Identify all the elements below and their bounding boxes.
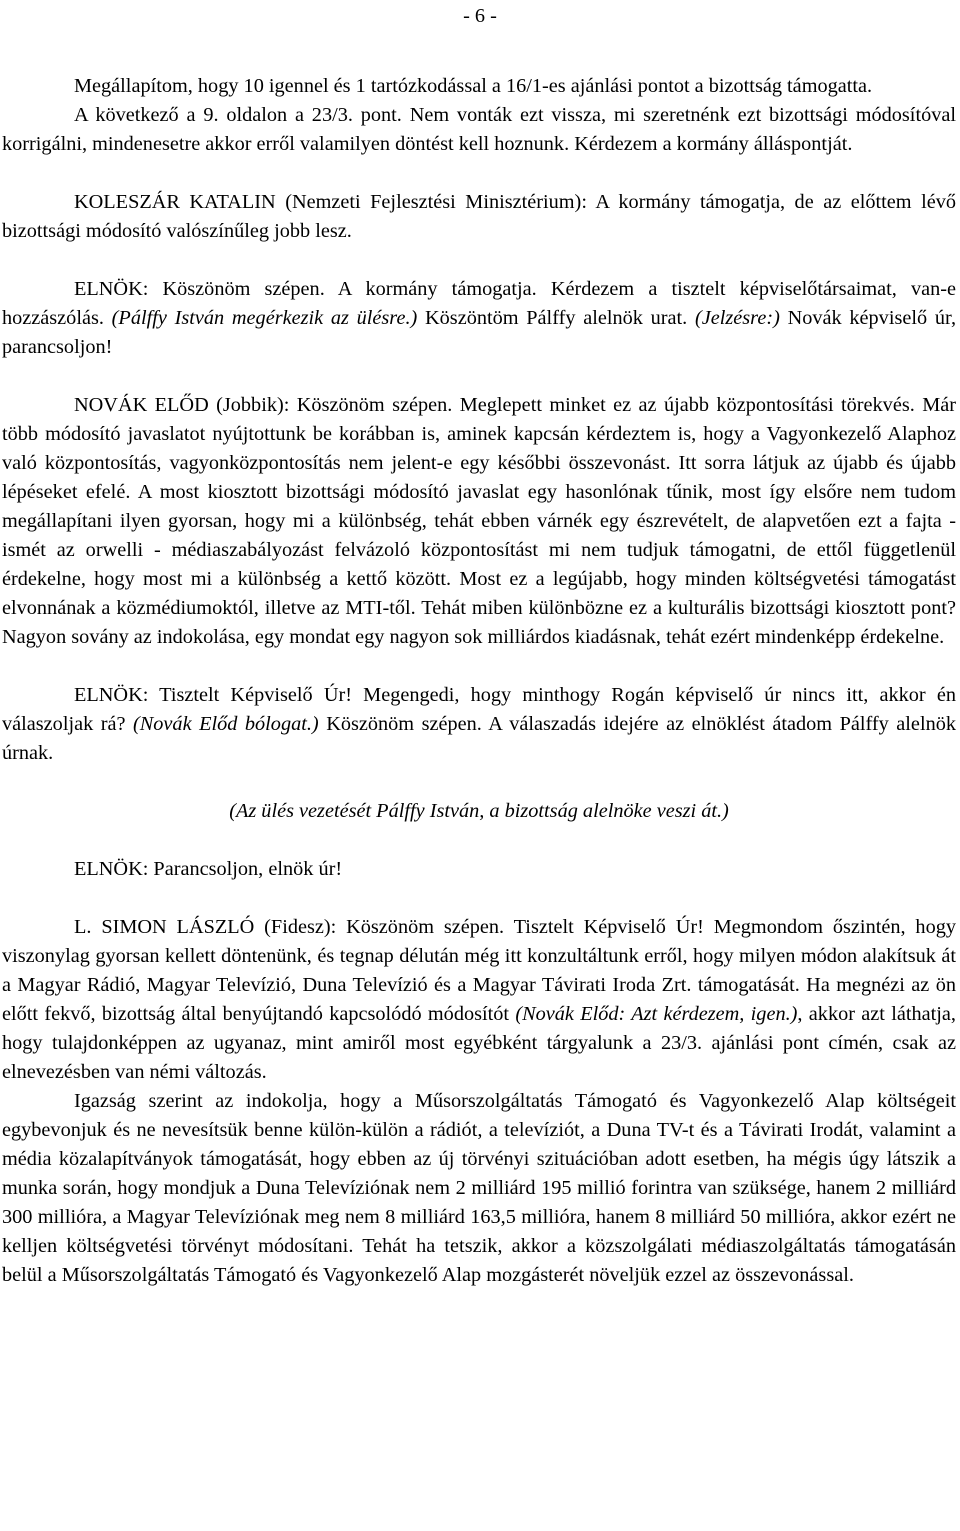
paragraph-p5: [2, 681, 956, 768]
paragraph-p6: [2, 797, 956, 826]
text-run: A következő a 9. oldalon a 23/3. pont. Nem vonták ezt vissza, mi szeretnénk ezt bizottsági módosítóval korrigálni, mindenesetre akkor erről valamilyen döntést kell hoznunk. Kérdezem a kormány álláspontját.: [2, 104, 956, 155]
paragraph-p2: [2, 188, 956, 246]
text-run: L. SIMON LÁSZLÓ (Fidesz): Köszönöm szépen. Tisztelt Képviselő Úr! Megmondom őszintén, hogy viszonylag gyorsan kellett döntenünk, és tegnap délután még itt konzultáltunk erről, hogy milyen módon alakítsuk át a Magyar Rádió, Magyar Televízió, Duna Televízió és a Magyar Távirati Iroda Zrt. támogatását. Ha megnézi az ön előtt fekvő, bizottság által benyújtandó kapcsolódó módosítót: [2, 916, 956, 1025]
text-run: ELNÖK: Köszönöm szépen. A kormány támogatja. Kérdezem a tisztelt képviselőtársaimat, van-e hozzászólás.: [2, 278, 956, 329]
italic-run: (Pálffy István megérkezik az ülésre.): [111, 307, 418, 329]
text-run: Igazság szerint az indokolja, hogy a Műsorszolgáltatás Támogató és Vagyonkezelő Alap költségeit egybevonjuk és ne nevesítsük benne külön-külön a rádiót, a televíziót, a Duna TV-t és a Távirati Irodát, valamint a média közalapítványok támogatását, hogy ebben az új törvényi szituációban adott esetben, ha mégis úgy látszik a munka során, hogy mondjuk a Duna Televíziónak nem 2 milliárd 195 millió forintra van szüksége, hanem 2 milliárd 300 millióra, a Magyar Televíziónak meg nem 8 milliárd 163,5 millióra, hanem 8 milliárd 50 millióra, akkor ezért ne kelljen költségvetési törvényt módosítani. Tehát ha tetszik, akkor a közszolgálati médiaszolgáltatás támogatásán belül a Műsorszolgáltatás Támogató és Vagyonkezelő Alap mozgásterét növeljük ezzel az összevonással.: [2, 1090, 956, 1286]
paragraph-p4: [2, 391, 956, 652]
italic-run: (Novák Előd: Azt kérdezem, igen.): [515, 1003, 798, 1025]
italic-run: (Jelzésre:): [695, 307, 780, 329]
text-run: Megállapítom, hogy 10 igennel és 1 tartózkodással a 16/1-es ajánlási pontot a bizottság támogatta.: [74, 75, 873, 97]
text-run: KOLESZÁR KATALIN (Nemzeti Fejlesztési Minisztérium): A kormány támogatja, de az előttem lévő bizottsági módosító valószínűleg jobb lesz.: [2, 191, 956, 242]
paragraph-spacer: [2, 652, 956, 681]
italic-run: (Novák Előd bólogat.): [133, 713, 319, 735]
paragraph-p1b: [2, 101, 956, 159]
text-run: ELNÖK: Tisztelt Képviselő Úr! Megengedi, hogy minthogy Rogán képviselő úr nincs itt, akkor én válaszoljak rá?: [2, 684, 956, 735]
paragraph-spacer: [2, 884, 956, 913]
italic-run: (Az ülés vezetését Pálffy István, a bizottság alelnöke veszi át.): [229, 800, 729, 822]
text-run: , akkor azt láthatja, hogy tulajdonképpen az ugyanaz, mint amiről most egyébként tárgyalunk a 23/3. ajánlási pont címén, csak az elnevezésben van némi változás.: [2, 1003, 956, 1083]
text-run: Köszönöm szépen. A válaszadás idejére az elnöklést átadom Pálffy alelnök úrnak.: [2, 713, 956, 764]
text-run: Köszöntöm Pálffy alelnök urat.: [417, 307, 695, 329]
paragraph-spacer: [2, 826, 956, 855]
paragraph-p9: [2, 1087, 956, 1290]
paragraph-spacer: [2, 159, 956, 188]
paragraph-p3: [2, 275, 956, 362]
page-number: - 6 -: [463, 5, 497, 27]
paragraph-p8: [2, 913, 956, 1087]
document-body: [2, 72, 956, 1290]
text-run: Novák képviselő úr, parancsoljon!: [2, 307, 957, 358]
paragraph-spacer: [2, 768, 956, 797]
paragraph-spacer: [2, 246, 956, 275]
paragraph-p1: [2, 72, 956, 101]
text-run: ELNÖK: Parancsoljon, elnök úr!: [74, 858, 343, 880]
paragraph-spacer: [2, 362, 956, 391]
text-run: NOVÁK ELŐD (Jobbik): Köszönöm szépen. Meglepett minket ez az újabb központosítási törekvés. Már több módosító javaslatot nyújtottunk be korábban is, aminek kapcsán kérdeztem is, hogy a Vagyonkezelő Alaphoz való központosítás, vagyonközpontosítás nem jelent-e egy későbbi összevonást. Itt sorra látjuk az újabb és újabb lépéseket efelé. A most kiosztott bizottsági módosító javaslat egy hasonlónak tűnik, most így elsőre nem tudom megállapítani ilyen gyorsan, hogy mi a különbség, tehát ebben várnék egy észrevételt, de alapvetően ezt a fajta - ismét az orwelli - médiaszabályozást felvázoló központosítást mi nem tudjuk támogatni, de ettől függetlenül érdekelne, hogy most mi a különbség a kettő között. Most ez a legújabb, hogy minden költségvetési támogatást elvonnának a közmédiumoktól, illetve az MTI-től. Tehát miben különbözne ez a kulturális bizottsági kiosztott pont? Nagyon sovány az indokolása, egy mondat egy nagyon sok milliárdos kiadásnak, tehát ezért mindenképp érdekelne.: [2, 394, 956, 648]
paragraph-p7: [2, 855, 956, 884]
